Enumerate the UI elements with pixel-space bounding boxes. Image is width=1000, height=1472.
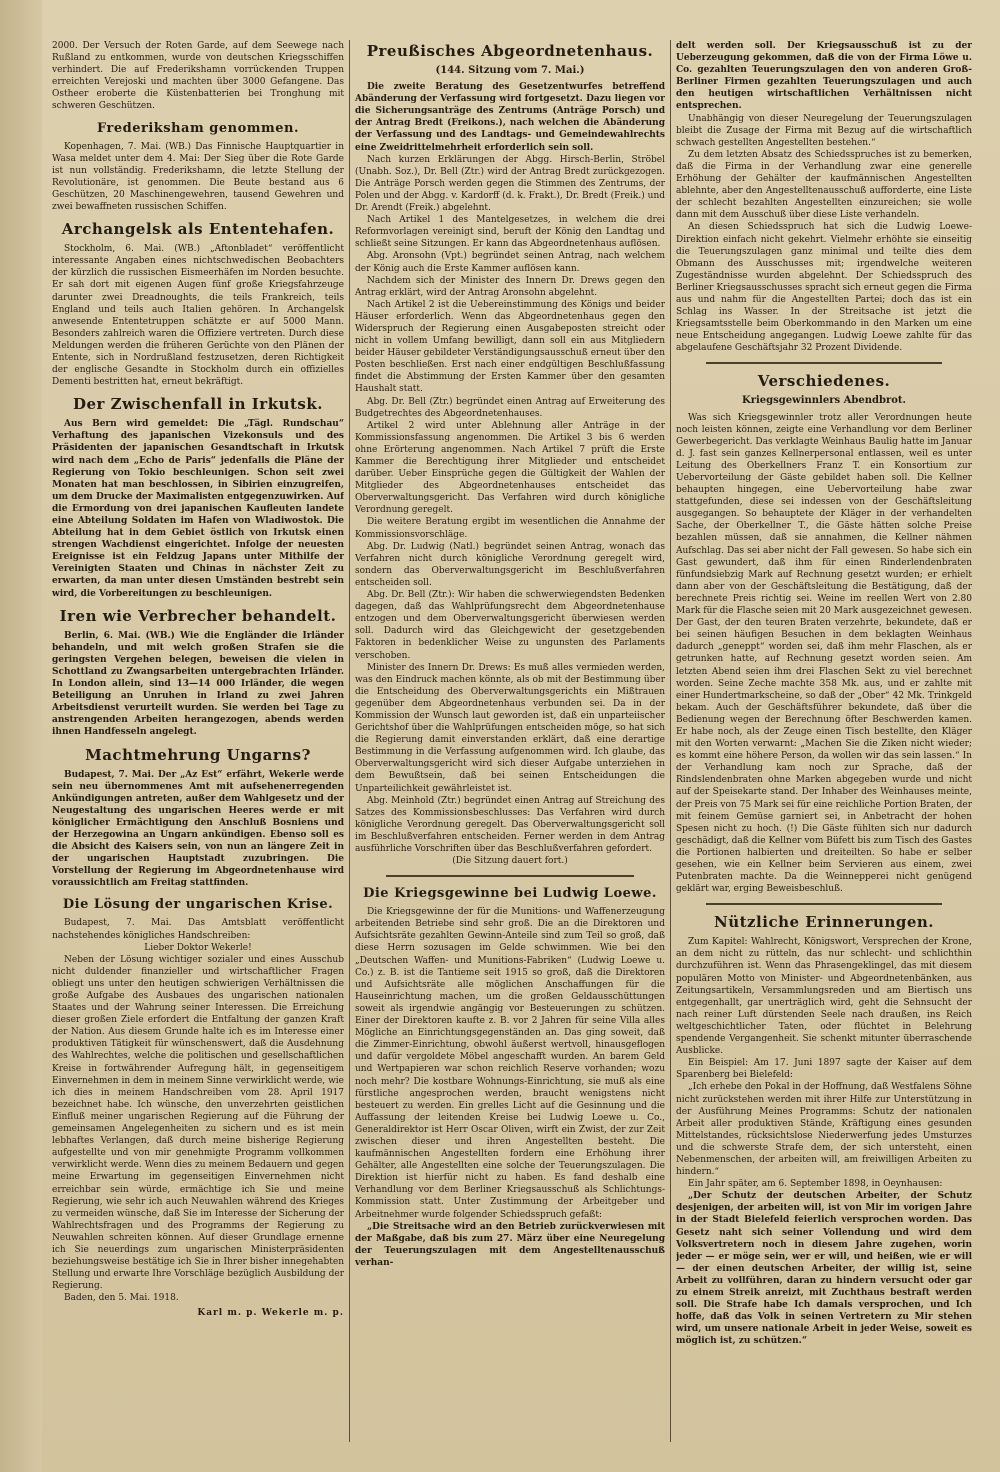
article-paragraph: Unabhängig von dieser Neuregelung der Teuerungszulagen bleibt die Zusage der Firma mit Bezug auf die wirtschaftlich schwach gestellten Angestellten bestehen.“ (676, 113, 972, 148)
article-paragraph: Aus Bern wird gemeldet: Die „Tägl. Rundschau“ Verhaftung des japanischen Vizekonsuls und des Präsidenten der japanischen Gesandtschaft in Irkutsk wird nach dem „Echo de Paris“ jedenfalls die Pläne der Regierung von Tokio beschleunigen. Schon seit zwei Monaten hat man beschlossen, in Sibirien einzugreifen, um dem Drucke der Maximalisten entgegenzuwirken. Auf die Ermordung von drei japanischen Kaufleuten landete eine Abteilung Soldaten im Hafen von Wladiwostok. Die Abteilung hat in dem Gebiet östlich von Irkutsk einen strengen Wachdienst eingerichtet. Infolge der neuesten Ereignisse ist ein Feldzug Japans unter Mithilfe der Vereinigten Staaten und Chinas in nächster Zeit zu erwarten, da man unter diesen Umständen bestrebt sein wird, die Vorbereitungen zu beschleunigen. (52, 419, 344, 599)
letter-dateline: Baden, den 5. Mai. 1918. (64, 1293, 179, 1304)
article-continuation: 2000. Der Versuch der Roten Garde, auf dem Seewege nach Rußland zu entkommen, wurde von deutschen Kriegsschiffen verhindert. Die auf Frederikshamn vorrückenden Truppen erreichten Verejoski und machten über 3000 Gefangene. Das Ostheer eroberte die Küstenbatterien bei Tronghung mit schweren Geschützen. (52, 41, 344, 112)
column-rule-right (670, 40, 671, 1442)
headline-ungarn: Machtmehrung Ungarns? (85, 745, 311, 764)
article-paragraph: Abg. Meinhold (Ztr.) begründet einen Antrag auf Streichung des Satzes des Kommissionsbeschlusses: Das Verfahren wird durch königliche Verordnung geregelt. Das Oberverwaltungsgericht soll im Beschlußverfahren entscheiden. Ferner werden in dem Antrag ausführliche Vorschriften über das Beschlußverfahren gefordert. (355, 795, 665, 854)
article-paragraph: Kopenhagen, 7. Mai. (WB.) Das Finnische Hauptquartier in Wasa meldet unter dem 4. Mai: Der Sieg über die Rote Garde ist nun vollständig. Frederikshamn, die letzte Stellung der Revolutionäre, ist genommen. Die Beute bestand aus 6 Geschützen, 20 Maschinengewehren, tausend Gewehren und zwei bewaffneten russischen Schiffen. (52, 141, 344, 213)
article-paragraph: Nach Artikel 1 des Mantelgesetzes, in welchem die drei Reformvorlagen vereinigt sind, beruft der König den Landtag und schließt seine Sitzungen. Er kann das Abgeordnetenhaus auflösen. (355, 215, 665, 250)
article-quote: „Die Streitsache wird an den Betrieb zurückverwiesen mit der Maßgabe, daß bis zum 27. März über eine Neuregelung der Teuerungszulagen mit dem Angestelltenausschuß verhan- (355, 1221, 665, 1268)
article-paragraph: An diesen Schiedsspruch hat sich die Ludwig Loewe-Direktion einfach nicht gekehrt. Vielmehr erhöhte sie einseitig die Teuerungszulagen ganz minimal und teilte dies dem Obmann des Ausschusses mit; irgendwelche weiteren Zugeständnisse wurden abgelehnt. Der Schiedsspruch des Berliner Kriegsausschusses spracht sich erneut gegen die Firma aus und nahm für die Angestellten Partei; doch das ist ein Schlag ins Wasser. In der Streitsache ist jetzt die Kriegsamtsstelle beim Oberkommando in den Marken um eine neue Entscheidung angegangen. Ludwig Loewe zahlte für das abgelaufene Geschäftsjahr 32 Prozent Dividende. (676, 222, 972, 354)
article-paragraph: Abg. Aronsohn (Vpt.) begründet seinen Antrag, nach welchem der König auch die Erste Kammer auflösen kann. (355, 251, 665, 274)
subheadline-abendbrot: Kriegsgewinnlers Abendbrot. (742, 395, 906, 407)
section-divider (386, 875, 634, 877)
headline-verschiedenes: Verschiedenes. (757, 372, 891, 391)
article-paragraph: Abg. Dr. Bell (Ztr.): Wir haben die schwerwiegendsten Bedenken dagegen, daß das Wahlprüfungsrecht dem Abgeordnetenhause entzogen und dem Oberverwaltungsgericht überwiesen werden soll. Dadurch wird das Gleichgewicht der gesetzgebenden Faktoren in bedenklicher Weise zu ungunsten des Parlaments verschoben. (355, 590, 665, 661)
headline-irkutsk: Der Zwischenfall in Irkutsk. (73, 395, 323, 414)
headline-abgeordnetenhaus: Preußisches Abgeordnetenhaus. (366, 42, 654, 60)
article-paragraph: Zum Kapitel: Wahlrecht, Königswort, Versprechen der Krone, an dem nicht zu rütteln, das nur schlecht- und schlichthin durchzuführen ist. Wenn das Phrasengeklingel, das mit diesem populären Motto von Minister- und Abgeordnetenbänken, aus Zeitungsartikeln, Versammlungsreden und am Biertisch uns entgegenhallt, gar unerträglich wird, geht die Sehnsucht der nach reiner Luft dürstenden Seele nach draußen, ins Reich weltgeschichtlicher Taten, oder flüchtet in Belehrung spendende Vergangenheit. Sie schenkt mitunter überraschende Ausblicke. (676, 937, 972, 1057)
article-paragraph: Nach kurzen Erklärungen der Abgg. Hirsch-Berlin, Ströbel (Unabh. Soz.), Dr. Bell (Ztr.) wird der Antrag Bredt zurückgezogen. Die Anträge Porsch werden gegen die Stimmen des Zentrums, der Polen und der Abgg. v. Kardorff (d. k. Frakt.), Dr. Bredt (Freik.) und Dr. Arendt (Freik.) abgelehnt. (355, 154, 665, 214)
article-paragraph: Budapest, 7. Mai. Der „Az Est“ erfährt, Wekerle werde sein neu übernommenes Amt mit aufsehenerregenden Ankündigungen antreten, außer dem Wahlgesetz und der Neugestaltung des ungarischen Heeres werde er mit königlicher Ermächtigung den Anschluß Bosniens und der Herzegowina an Ungarn ankündigen. Ebenso soll es die Absicht des Kaisers sein, von nun an längere Zeit in der ungarischen Hauptstadt zuzubringen. Die Vorstellung der Regierung im Abgeordnetenhause wird voraussichtlich am Freitag stattfinden. (52, 769, 344, 889)
article-quote: „Ich erhebe den Pokal in der Hoffnung, daß Westfalens Söhne nicht zurückstehen werden mit ihrer Hilfe zur Unterstützung in der Ausführung Meines Programms: Schutz der nationalen Arbeit aller produktiven Stände, Kräftigung eines gesunden Mittelstandes, rücksichtslose Niederwerfung jedes Umsturzes und die schwerste Strafe dem, der sich untersteht, einen Nebenmenschen, der arbeiten will, am freiwilligen Arbeiten zu hindern.“ (676, 1082, 972, 1178)
letter-salutation: Lieber Doktor Wekerle! (144, 942, 252, 953)
article-paragraph: Neben der Lösung wichtiger sozialer und eines Ausschub nicht duldender finanzieller und wirtschaftlicher Fragen obliegt uns unter den heutigen schwierigen Verhältnissen die große Aufgabe des Ausbaues des ungarischen nationalen Staates und der Wahrung seiner Interessen. Die Erreichung dieser großen Ziele erfordert die Entfaltung der ganzen Kraft der Nation. Aus diesem Grunde halte ich es im Interesse einer produktiven Tätigkeit für wünschenswert, daß die Ausdehnung des Wahlrechtes, welche die politischen und gesellschaftlichen Kreise in fortwährender Aufregung hält, in gegenseitigem Einvernehmen in dem in meinem Sinne verwirklicht werde, wie ich dies in meinem Handschreiben vom 28. April 1917 bezeichnet habe. Ich wünsche, den unverzehrten geistlichen Einfluß meiner ungarischen Regierung auf die Führung der gemeinsamen Angelegenheiten zu sichern und es ist mein lebhaftes Verlangen, daß durch meine bisherige Regierung aufgestellte und von mir genehmigte Programm vollkommen verwirklicht werde. Wenn dies zu meinem Bedauern und gegen meine Erwartung im gegenseitigen Einvernehmen nicht erreichbar sein würde, ermächtige ich Sie und meine Regierung, wie sehr ich auch Neuwahlen während des Krieges zu vermeiden wünsche, daß Sie im Interesse der Sicherung der Wahlrechtsfragen und des Programms der Regierung zu Neuwahlen schreiten können. Auf dieser Grundlage ernenne ich Sie neuerdings zum ungarischen Ministerpräsidenten beziehungsweise bestätige ich Sie in Ihrer bisher innegehabten Stellung und erwarte Ihre Vorschläge bezüglich Ausbildung der Regierung. (52, 954, 344, 1292)
section-divider (706, 362, 943, 364)
article-paragraph: Stockholm, 6. Mai. (WB.) „Aftonbladet“ veröffentlicht interessante Angaben eines nichtschwedischen Beobachters der kürzlich die russischen Eismeerhäfen im Norden besuchte. Er sah dort mit eigenen Augen fünf große Kriegsfahrzeuge darunter zwei Dreadnoughts, die teils Frankreich, teils England und teils auch Italien gehören. In Archangelsk anwesende Ententetruppen schätzte er auf 5000 Mann. Besonders zahlreich waren die Offiziere vertreten. Durch diese Meldungen werden die früheren Gerüchte von den Plänen der Entente, sich in Nordrußland festzusetzen, deren Richtigkeit der englische Gesandte in Stockholm durch ein offizielles Dementi bestritten hat, erneut bekräftigt. (52, 244, 344, 388)
column-1 (52, 40, 344, 1442)
article-quote: „Der Schutz der deutschen Arbeiter, der Schutz desjenigen, der arbeiten will, ist von Mir im vorigen Jahre in der Stadt Bielefeld feierlich versprochen worden. Das Gesetz naht sich seiner Vollendung und wird dem Volksvertretern noch in diesem Jahre zugehen, worin jeder — er möge sein, wer er will, und heißen, wie er will — der einen deutschen Arbeiter, der willig ist, seine Arbeit zu vollführen, daran zu hindern versucht oder gar zu einem Streik anreizt, mit Zuchthaus bestraft werden soll. Die Strafe habe Ich damals versprochen, und Ich hoffe, daß das Volk in seinen Vertretern zu Mir stehen wird, um unsere nationale Arbeit in jeder Weise, soweit es möglich ist, zu schützen.“ (676, 1191, 972, 1347)
article-paragraph: Abg. Dr. Bell (Ztr.) begründet einen Antrag auf Erweiterung des Budgetrechtes des Abgeordnetenhauses. (355, 396, 665, 419)
article-paragraph: Abg. Dr. Ludwig (Natl.) begründet seinen Antrag, wonach das Verfahren nicht durch königliche Verordnung geregelt wird, sondern das Oberverwaltungsgericht im Beschlußverfahren entscheiden soll. (355, 541, 665, 588)
article-continuation: delt werden soll. Der Kriegsausschuß ist zu der Ueberzeugung gekommen, daß die von der Firma Löwe u. Co. gezahlten Teuerungszulagen den von anderen Groß-Berliner Firmen gezahlten Teuerungszulagen und auch den heutigen wirtschaftlichen Verhältnissen nicht entsprechen. (676, 41, 972, 112)
section-divider (706, 903, 943, 905)
article-paragraph: Die Kriegsgewinne der für die Munitions- und Waffenerzeugung arbeitenden Betriebe sind sehr groß. Die an die Direktoren und Aufsichtsräte gezahlten Gewinn-Anteile sind zum Teil so groß, daß diese Herrn sozusagen im Gelde schwimmen. Wie bei den „Deutschen Waffen- und Munitions-Fabriken“ (Ludwig Loewe u. Co.) z. B. ist die Tantieme seit 1915 so groß, daß die Direktoren und Aufsichtsräte alle möglichen Anschaffungen für die Hauseinrichtung machen, um die großen Geldausschüttungen soweit als irgendwie angängig vor Besteuerungen zu schützen. Einer der Direktoren kaufte z. B. vor 2 Jahren für seine Villa alles Mögliche an Einrichtungsgegenständen an. Das ging soweit, daß die Zimmer-Einrichtung, obwohl äußerst wertvoll, hinausgeflogen und dafür vergoldete Möbel angeschafft wurden. An barem Geld und Wertpapieren war schon reichlich Reserve vorhanden; wozu noch mehr? Die kostbare Wohnungs-Einrichtung, sie muß als eine fürstliche angesprochen werden, braucht wenigstens nicht besteuert zu werden. Ein grelles Licht auf die Gesinnung und die Auffassung der leitenden Kreise bei Ludwig Loewe u. Co., Generaldirektor ist Herr Oscar Oliven, wirft ein Zwist, der zur Zeit zwischen dieser und ihren Angestellten besteht. Die kaufmännischen Angestellten fordern eine Erhöhung ihrer Gehälter, alle Angestellten eine solche der Teuerungszulagen. Die Direktion ist hierfür nicht zu haben. Es fand deshalb eine Verhandlung vor dem Berliner Kriegsausschuß als Schlichtungs-Kommission statt. Unter Zustimmung der Arbeitgeber und Arbeitnehmer wurde folgender Schiedsspruch gefaßt: (355, 907, 665, 1220)
article-paragraph: Ein Jahr später, am 6. September 1898, in Oeynhausen: (688, 1179, 943, 1190)
headline-frederiksham: Frederiksham genommen. (97, 120, 299, 136)
headline-archangelsk: Archangelsk als Ententehafen. (61, 220, 335, 239)
article-paragraph: Nachdem sich der Minister des Innern Dr. Drews gegen den Antrag erklärt, wird der Antrag Aronsohn abgelehnt. (355, 275, 665, 298)
article-paragraph: Was sich Kriegsgewinnler trotz aller Verordnungen heute noch leisten können, zeigte eine Verhandlung vor dem Berliner Gewerbegericht. Das verklagte Weinhaus Baulig hatte im Januar d. J. fast sein ganzes Kellnerpersonal entlassen, weil es unter Leitung des Oberkellners Franz T. ein Konsortium zur Uebervorteilung der Gäste gebildet haben soll. Die Kellner behaupten hingegen, eine Uebervorteilung habe zwar stattgefunden, diese sei indessen von der Geschäftsleitung ausgegangen. So behauptete der Kläger in der verhandelten Sache, der Oberkellner T., die Gäste hätten solche Preise bezahlen müssen, daß sie annahmen, die Kellner nähmen Aufschlag. Das sei aber nicht der Fall gewesen. So habe sich ein Gast gewundert, daß ihm für einen Rinderlendenbraten fünfundsiebzig Mark auf Rechnung gesetzt wurden; er erhielt dann aber von der Geschäftsleitung die Bestätigung, daß der berechnete Preis richtig sei. Weine im reellen Wert von 2.80 Mark für die Flasche seien mit 20 Mark ausgezeichnet gewesen. Der Gast, der den teuren Braten verzehrte, bekundete, daß er bei seinen häufigen Besuchen in dem beklagten Weinhaus dadurch „geneppt“ worden sei, daß ihm mehr Flaschen, als er getrunken hatte, auf Rechnung gesetzt worden seien. Am letzten Abend seien ihm drei Flaschen Sekt zu viel berechnet worden. Seine Zeche machte 358 Mk. aus, und er zahlte mit einer Hundertmarkscheine, so daß der „Ober“ 42 Mk. Trinkgeld bekam. Auch der Geschäftsführer bekundete, daß über die Bedienung wegen der Berechnung öfter Beschwerden kamen. Er habe noch, als der Zeuge einen Tisch bestellte, den Kläger mit den Worten verwarnt: „Machen Sie die Ziken nicht wieder; es kommt eine höhere Person, da wollen wir das sein lassen.“ In der Verhandlung kam noch zur Sprache, daß der Rindslendenbraten ohne Marken abgegeben wurde und nicht auf der Speisekarte stand. Der Inhaber des Weinhauses meinte, der Preis von 75 Mark sei für eine reichliche Portion Braten, der mit feinem Gemüse garniert sei, in Anbetracht der hohen Spesen nicht zu hoch. (!) Die Gäste fühlten sich nur dadurch geschädigt, daß die Kellner vom Büfett bis zum Tisch des Gastes die Portionen halbierten und dreiteilten. So habe er selber gesehen, wie ein Kellner beim Servieren aus einem, zwei Putenbraten machte. Da die Weinnepperei nicht genügend geklärt war, erging Beweisbeschluß. (676, 412, 972, 895)
column-2 (355, 40, 665, 1442)
column-3 (676, 40, 972, 1442)
headline-ludwig-loewe: Die Kriegsgewinne bei Ludwig Loewe. (363, 886, 657, 902)
headline-erinnerungen: Nützliche Erinnerungen. (713, 913, 935, 932)
column-rule-left (349, 40, 350, 1442)
article-paragraph: Nach Artikel 2 ist die Uebereinstimmung des Königs und beider Häuser erforderlich. Wenn das Abgeordnetenhaus gegen den Widerspruch der Regierung einen Ausgabeposten streicht oder nicht in vollem Umfang bewilligt, dann soll ein aus Mitgliedern beider Häuser gebildeter Verständigungsausschuß erneut über den Posten beschließen. Erst nach einer endgültigen Beschlußfassung findet die Abstimmung der Ersten Kammer über den gesamten Haushalt statt. (355, 299, 665, 395)
article-paragraph: Minister des Innern Dr. Drews: Es muß alles vermieden werden, was den Eindruck machen könnte, als ob mit der Bestimmung über die Entscheidung des Oberverwaltungsgerichts ein Mißtrauen gegenüber dem Abgeordnetenhaus verbunden sei. Da in der Kommission der Wunsch laut geworden ist, daß ein unparteiischer Gerichtshof über die Wahlprüfungen entscheiden möge, so hat sich die Regierung damit einverstanden erklärt, daß eine derartige Bestimmung in die Verfassung aufgenommen wird. Ich glaube, das Oberverwaltungsgericht wird sich dieser Aufgabe unterziehen in dem Bewußtsein, daß bei seinen Entscheidungen die Unparteilichkeit gewährleistet ist. (355, 662, 665, 794)
article-paragraph: Artikel 2 wird unter Ablehnung aller Anträge in der Kommissionsfassung angenommen. Die Artikel 3 bis 6 werden ohne Erörterung angenommen. Nach Artikel 7 prüft die Erste Kammer die Berechtigung ihrer Mitglieder und entscheidet darüber. Ueber Einsprüche gegen die Gültigkeit der Wahlen der Mitglieder des Abgeordnetenhauses entscheidet das Oberverwaltungsgericht. Das Verfahren wird durch königliche Verordnung geregelt. (355, 420, 665, 516)
letter-signature: Karl m. p. Wekerle m. p. (197, 1308, 344, 1319)
session-continues-note: (Die Sitzung dauert fort.) (452, 856, 568, 867)
article-paragraph: Ein Beispiel: Am 17. Juni 1897 sagte der Kaiser auf dem Sparenberg bei Bielefeld: (676, 1058, 972, 1081)
article-paragraph: Berlin, 6. Mai. (WB.) Wie die Engländer die Irländer behandeln, und mit welch großen Strafen sie die geringsten Vergehen belegen, beweisen die vielen in Schottland zu Zwangsarbeiten untergebrachten Irländer. In London allein, sind 13—14 000 Irländer, die wegen Beteiligung an Unruhen in Irland zu zwei Jahren Arbeitsdienst verurteilt wurden. Sie werden bei Tage zu anstrengenden Arbeiten herangezogen, abends werden ihnen Handfesseln angelegt. (52, 630, 344, 738)
article-paragraph: Budapest, 7. Mai. Das Amtsblatt veröffentlicht nachstehendes königliches Handschreiben: (52, 918, 344, 941)
page-edge-shadow (0, 0, 42, 1472)
article-paragraph: Die zweite Beratung des Gesetzentwurfes betreffend Abänderung der Verfassung wird fortgesetzt. Dazu liegen vor die Sicherungsanträge des Zentrums (Anträge Porsch) und der Antrag Bredt (Freikons.), nach welchen die Abänderung der Verfassung und des Landtags- und Gemeindewahlrechts eine Zweidrittelmehrheit erforderlich sein soll. (355, 82, 665, 153)
session-subtitle: (144. Sitzung vom 7. Mai.) (435, 65, 585, 76)
article-paragraph: Die weitere Beratung ergibt im wesentlichen die Annahme der Kommissionsvorschläge. (355, 517, 665, 540)
headline-iren: Iren wie Verbrecher behandelt. (59, 606, 337, 625)
article-paragraph: Zu dem letzten Absatz des Schiedsspruches ist zu bemerken, daß die Firma in der Verhandlung zwar eine generelle Erhöhung der Gehälter der kaufmännischen Angestellten ablehnte, aber den Angestelltenausschuß aufforderte, eine Liste der schlecht bezahlten Angestellten einzureichen; sie wolle dann mit dem Ausschuß über diese Liste verhandeln. (676, 149, 972, 221)
headline-ungarische-krise: Die Lösung der ungarischen Krise. (62, 897, 334, 913)
